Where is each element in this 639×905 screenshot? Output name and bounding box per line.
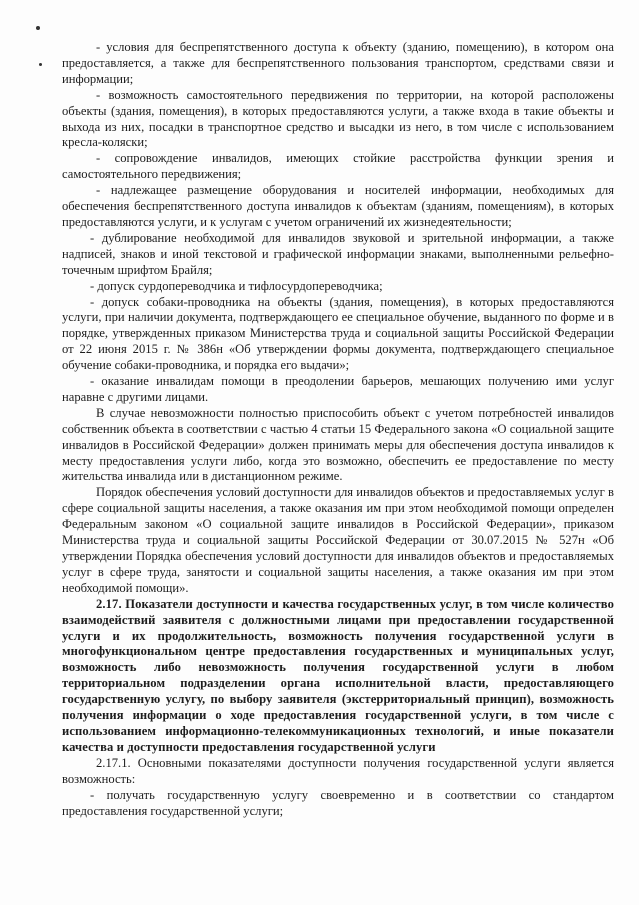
paragraph: - допуск собаки-проводника на объекты (здания, помещения), в которых предоставляются услуги, при наличии документа, подтверждающего ее специальное обучение, выданного по форме и в порядке, утвержденных приказом Министерства труда и социальной защиты Российской Федерации от 22 июня 2015 г. № 386н «Об утверждении формы документа, подтверждающего специальное обучение собаки-проводника, и порядка его выдачи»; [62, 294, 614, 373]
paragraph: - условия для беспрепятственного доступа к объекту (зданию, помещению), в котором она предоставляется, а также для беспрепятственного пользования транспортом, средствами связи и информации; [62, 40, 614, 86]
paragraph: 2.17.1. Основными показателями доступности получения государственной услуги является возможность: [62, 755, 614, 786]
document-body [62, 40, 614, 819]
scan-dot-mark [39, 63, 42, 66]
paragraph: - получать государственную услугу своевременно и в соответствии со стандартом предоставления государственной услуги; [62, 787, 614, 818]
paragraph: - надлежащее размещение оборудования и носителей информации, необходимых для обеспечения беспрепятственного доступа инвалидов к объектам (зданиям, помещениям), в которых предоставляются услуги, и к услугам с учетом ограничений их жизнедеятельности; [62, 183, 614, 229]
section-heading: 2.17. Показатели доступности и качества государственных услуг, в том числе количество взаимодействий заявителя с должностными лицами при предоставлении государственной услуги и их продолжительность, возможность получения государственной услуги в многофункциональном центре предоставления государственных и муниципальных услуг, возможность либо невозможность получения государственной услуги в любом территориальном подразделении органа исполнительной власти, предоставляющего государственную услугу, по выбору заявителя (экстерриториальный принцип), возможность получения информации о ходе предоставления государственной услуги, в том числе с использованием информационно-телекоммуникационных технологий, и иные показатели качества и доступности предоставления государственной услуги [62, 596, 614, 754]
paragraph: - сопровождение инвалидов, имеющих стойкие расстройства функции зрения и самостоятельного передвижения; [62, 151, 614, 182]
paragraph: В случае невозможности полностью приспособить объект с учетом потребностей инвалидов собственник объекта в соответствии с частью 4 статьи 15 Федерального закона «О социальной защите инвалидов в Российской Федерации» должен принимать меры для обеспечения доступа инвалидов к месту предоставления услуги либо, когда это возможно, обеспечить ее предоставление по месту жительства инвалида или в дистанционном режиме. [62, 405, 614, 484]
paragraph: - возможность самостоятельного передвижения по территории, на которой расположены объекты (здания, помещения), в которых предоставляются услуги, а также входа в такие объекты и выхода из них, посадки в транспортное средство и высадки из него, в том числе с использованием кресла-коляски; [62, 87, 614, 150]
scan-dot-mark [36, 26, 40, 30]
paragraph: - оказание инвалидам помощи в преодолении барьеров, мешающих получению ими услуг наравне с другими лицами. [62, 374, 614, 404]
paragraph: Порядок обеспечения условий доступности для инвалидов объектов и предоставляемых услуг в сфере социальной защиты населения, а также оказания им при этом необходимой помощи определен Федеральным законом «О социальной защите инвалидов в Российской Федерации», приказом Министерства труда и социальной защиты Российской Федерации от 30.07.2015 № 527н «Об утверждении Порядка обеспечения условий доступности для инвалидов объектов и предоставляемых услуг в сфере труда, занятости и социальной защиты населения, а также оказания им при этом необходимой помощи». [62, 485, 614, 595]
paragraph: - допуск сурдопереводчика и тифлосурдопереводчика; [90, 278, 383, 293]
paragraph: - дублирование необходимой для инвалидов звуковой и зрительной информации, а также надписей, знаков и иной текстовой и графической информации знаками, выполненными рельефно-точечным шрифтом Брайля; [62, 230, 614, 277]
